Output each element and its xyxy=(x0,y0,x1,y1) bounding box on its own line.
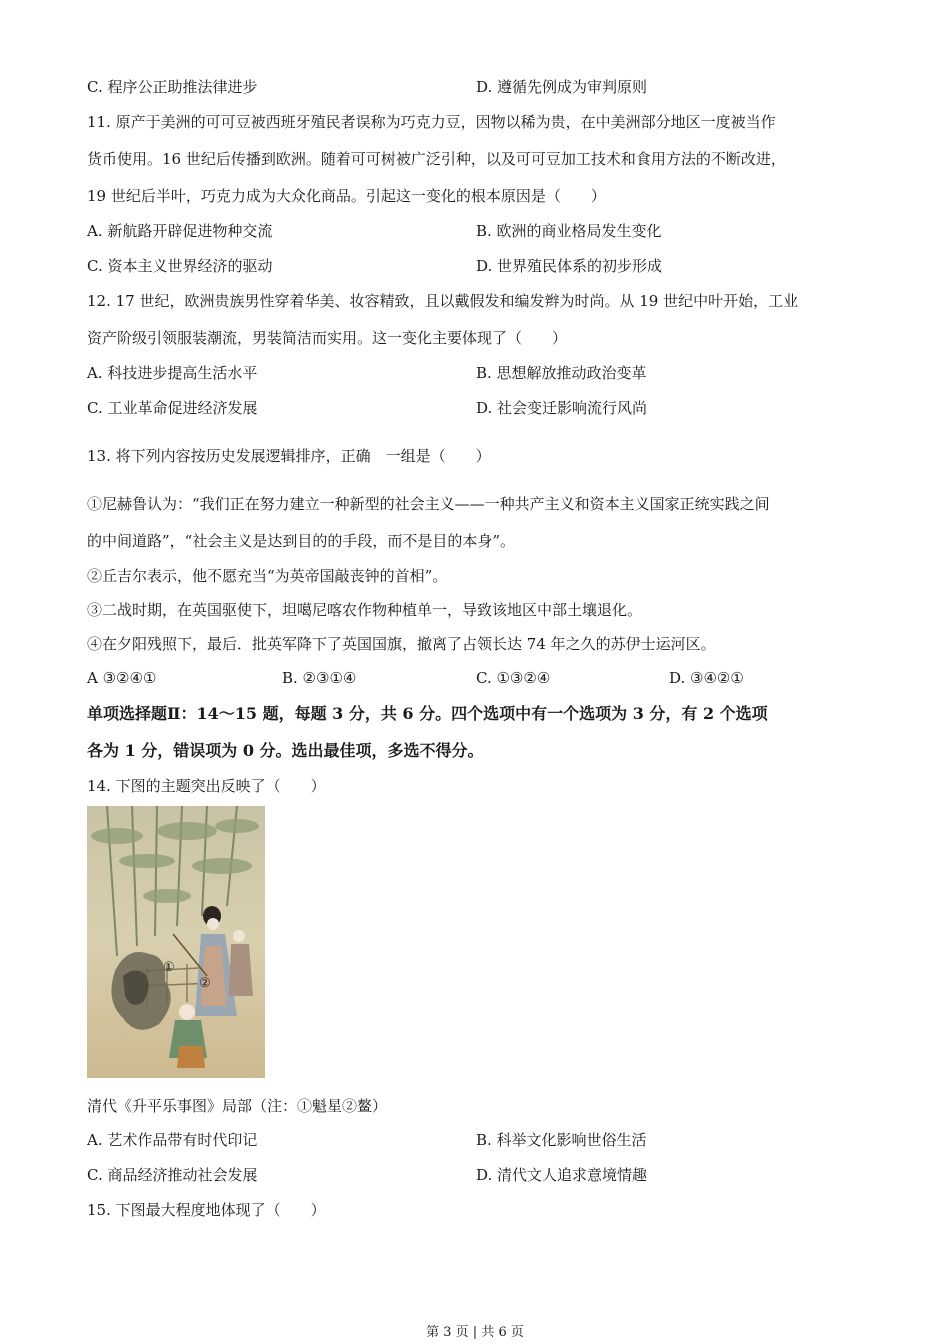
figure-mark-2: ② xyxy=(199,976,211,991)
q12-stem-line-2: 资产阶级引领服装潮流，男装简洁而实用。这一变化主要体现了（ ） xyxy=(87,329,568,347)
painting-illustration xyxy=(87,806,265,1078)
footer-page-number: 第 3 页 xyxy=(426,1325,469,1340)
q15-stem: 15. 下图最大程度地体现了（ ） xyxy=(87,1201,326,1219)
q12-option-d: D. 社会变迁影响流行风尚 xyxy=(476,399,648,417)
section-header-line-2: 各为 1 分，错误项为 0 分。选出最佳项，多选不得分。 xyxy=(87,741,484,760)
page-footer xyxy=(0,1324,950,1342)
q13-item-3: ③二战时期，在英国驱使下，坦噶尼喀农作物种植单一，导致该地区中部土壤退化。 xyxy=(87,601,643,619)
q12-option-a: A. 科技进步提高生活水平 xyxy=(87,364,258,382)
q11-option-a: A. 新航路开辟促进物种交流 xyxy=(87,222,273,240)
q11-option-c: C. 资本主义世界经济的驱动 xyxy=(87,257,273,275)
q14-stem: 14. 下图的主题突出反映了（ ） xyxy=(87,777,326,795)
figure-mark-1: ① xyxy=(163,960,175,975)
q10-option-d: D. 遵循先例成为审判原则 xyxy=(476,78,648,96)
q11-stem-line-3: 19 世纪后半叶，巧克力成为大众化商品。引起这一变化的根本原因是（ ） xyxy=(87,187,606,205)
q14-option-b: B. 科举文化影响世俗生活 xyxy=(476,1131,647,1149)
q13-item-1-line-2: 的中间道路”，“社会主义是达到目的的手段，而不是目的本身”。 xyxy=(87,532,516,550)
q14-option-d: D. 清代文人追求意境情趣 xyxy=(476,1166,648,1184)
q13-item-2: ②丘吉尔表示，他不愿充当“为英帝国敲丧钟的首相”。 xyxy=(87,567,448,585)
q12-option-c: C. 工业革命促进经济发展 xyxy=(87,399,258,417)
q11-option-d: D. 世界殖民体系的初步形成 xyxy=(476,257,663,275)
q13-option-b: B. ②③①④ xyxy=(282,669,357,687)
q11-stem-line-1: 11. 原产于美洲的可可豆被西班牙殖民者误称为巧克力豆，因物以稀为贵，在中美洲部分地区一度被当作 xyxy=(87,113,776,131)
q11-stem-line-2: 货币使用。16 世纪后传播到欧洲。随着可可树被广泛引种，以及可可豆加工技术和食用方法的不断改进， xyxy=(87,150,786,168)
q14-painting-figure xyxy=(87,806,265,1078)
q10-option-c: C. 程序公正助推法律进步 xyxy=(87,78,258,96)
q13-option-c: C. ①③②④ xyxy=(476,669,551,687)
footer-separator: | xyxy=(472,1325,478,1340)
q13-option-a: A ③②④① xyxy=(87,669,157,687)
footer-total-pages: 共 6 页 xyxy=(481,1325,524,1340)
q13-option-d: D. ③④②① xyxy=(669,669,744,687)
section-header-line-1: 单项选择题Ⅱ：14～15 题，每题 3 分，共 6 分。四个选项中有一个选项为 3 分，有 2 个选项 xyxy=(87,704,768,723)
q14-option-a: A. 艺术作品带有时代印记 xyxy=(87,1131,258,1149)
q12-stem-line-1: 12. 17 世纪，欧洲贵族男性穿着华美、妆容精致，且以戴假发和编发辫为时尚。从 19 世纪中叶开始，工业 xyxy=(87,292,799,310)
q11-option-b: B. 欧洲的商业格局发生变化 xyxy=(476,222,662,240)
q12-option-b: B. 思想解放推动政治变革 xyxy=(476,364,647,382)
q13-item-1-line-1: ①尼赫鲁认为：“我们正在努力建立一种新型的社会主义——一种共产主义和资本主义国家正统实践之间 xyxy=(87,495,770,513)
q14-option-c: C. 商品经济推动社会发展 xyxy=(87,1166,258,1184)
q14-figure-caption: 清代《升平乐事图》局部（注：①魁星②鳌） xyxy=(87,1097,388,1115)
q13-item-4: ④在夕阳残照下，最后．批英军降下了英国国旗，撤离了占领长达 74 年之久的苏伊士运河区。 xyxy=(87,635,716,653)
q13-stem: 13. 将下列内容按历史发展逻辑排序，正确 一组是（ ） xyxy=(87,447,491,465)
